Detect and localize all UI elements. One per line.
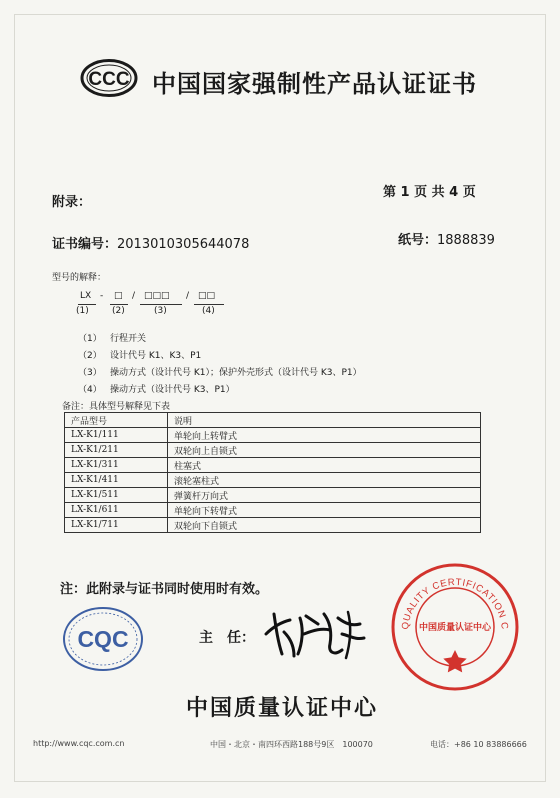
model-explanation-list	[78, 331, 362, 399]
formula-label-4: (4)	[202, 306, 215, 316]
paper-number-value: 1888839	[437, 233, 495, 248]
paper-number-label: 纸号：	[398, 233, 438, 248]
director-label: 主 任：	[199, 630, 255, 646]
formula-dash: -	[100, 291, 104, 301]
description-cell: 柱塞式	[168, 458, 481, 473]
cqc-logo-text: CQC	[77, 626, 129, 652]
description-cell: 单轮向上转臂式	[168, 428, 481, 443]
description-cell: 双轮向下自锁式	[168, 518, 481, 533]
table-row	[65, 458, 481, 473]
certificate-number-label: 证书编号：	[52, 237, 118, 252]
formula-slash2: /	[186, 291, 190, 301]
list-item	[78, 365, 362, 382]
footer-phone: 电话：+86 10 83886666	[430, 740, 527, 749]
seal-ring-text-path: QUALITY CERTIFICATION C	[399, 576, 511, 631]
model-cell: LX-K1/311	[65, 458, 168, 473]
formula-underline-2	[110, 304, 128, 305]
description-cell: 弹簧杆万向式	[168, 488, 481, 503]
list-item	[78, 382, 362, 399]
table-remark: 备注：具体型号解释见下表	[62, 402, 171, 412]
model-cell: LX-K1/111	[65, 428, 168, 443]
formula-label-3: (3)	[154, 306, 167, 316]
table-row	[65, 443, 481, 458]
cqc-logo	[62, 606, 144, 672]
certificate-title: 中国国家强制性产品认证证书	[152, 70, 477, 98]
attachment-label: 附录：	[52, 195, 92, 210]
model-explanation-heading: 型号的解释：	[52, 273, 107, 283]
validity-note: 注：此附录与证书同时使用时有效。	[60, 582, 269, 597]
model-cell: LX-K1/411	[65, 473, 168, 488]
formula-underline-3	[140, 304, 182, 305]
director-signature	[260, 604, 370, 660]
item-text: 设计代号 K1、K3、P1	[110, 351, 202, 361]
page-info: 第 1 页 共 4 页	[383, 185, 476, 200]
table-header-row	[65, 413, 481, 428]
list-item	[78, 331, 362, 348]
certificate-number-value: 2013010305644078	[117, 237, 250, 252]
table-row	[65, 518, 481, 533]
item-number: （1）	[78, 334, 102, 344]
item-number: （4）	[78, 385, 102, 395]
model-cell: LX-K1/511	[65, 488, 168, 503]
formula-seg3: □□□	[144, 291, 170, 301]
column-header-description: 说明	[168, 413, 481, 428]
description-cell: 双轮向上自锁式	[168, 443, 481, 458]
list-item	[78, 348, 362, 365]
table-row	[65, 488, 481, 503]
issuer-name: 中国质量认证中心	[186, 696, 379, 721]
table-row	[65, 428, 481, 443]
formula-label-2: (2)	[112, 306, 125, 316]
ccc-logo-text: CCC	[88, 69, 130, 90]
column-header-model: 产品型号	[65, 413, 168, 428]
model-cell: LX-K1/211	[65, 443, 168, 458]
model-cell: LX-K1/711	[65, 518, 168, 533]
official-seal	[390, 562, 520, 692]
model-table	[64, 412, 481, 533]
formula-underline-4	[194, 304, 224, 305]
ccc-logo	[80, 58, 138, 98]
paper-number	[398, 229, 495, 248]
footer-website: http://www.cqc.com.cn	[33, 739, 125, 748]
model-cell: LX-K1/611	[65, 503, 168, 518]
item-text: 操动方式（设计代号 K1）；保护外壳形式（设计代号 K3、P1）	[110, 368, 362, 378]
model-formula	[74, 291, 294, 317]
table-row	[65, 503, 481, 518]
item-number: （3）	[78, 368, 102, 378]
formula-underline-1	[78, 304, 96, 305]
formula-slash1: /	[132, 291, 136, 301]
footer-address: 中国・北京・南四环西路188号9区 100070	[210, 740, 373, 749]
item-text: 操动方式（设计代号 K3、P1）	[110, 385, 235, 395]
item-number: （2）	[78, 351, 102, 361]
description-cell: 单轮向下转臂式	[168, 503, 481, 518]
formula-label-1: (1)	[76, 306, 89, 316]
seal-star-icon	[443, 650, 466, 672]
description-cell: 滚轮塞柱式	[168, 473, 481, 488]
item-text: 行程开关	[110, 334, 147, 344]
seal-center-text: 中国质量认证中心	[418, 623, 492, 633]
table-row	[65, 473, 481, 488]
certificate-number	[52, 233, 249, 252]
formula-prefix: LX	[80, 291, 92, 301]
formula-seg2: □	[114, 291, 123, 301]
formula-seg4: □□	[198, 291, 216, 301]
